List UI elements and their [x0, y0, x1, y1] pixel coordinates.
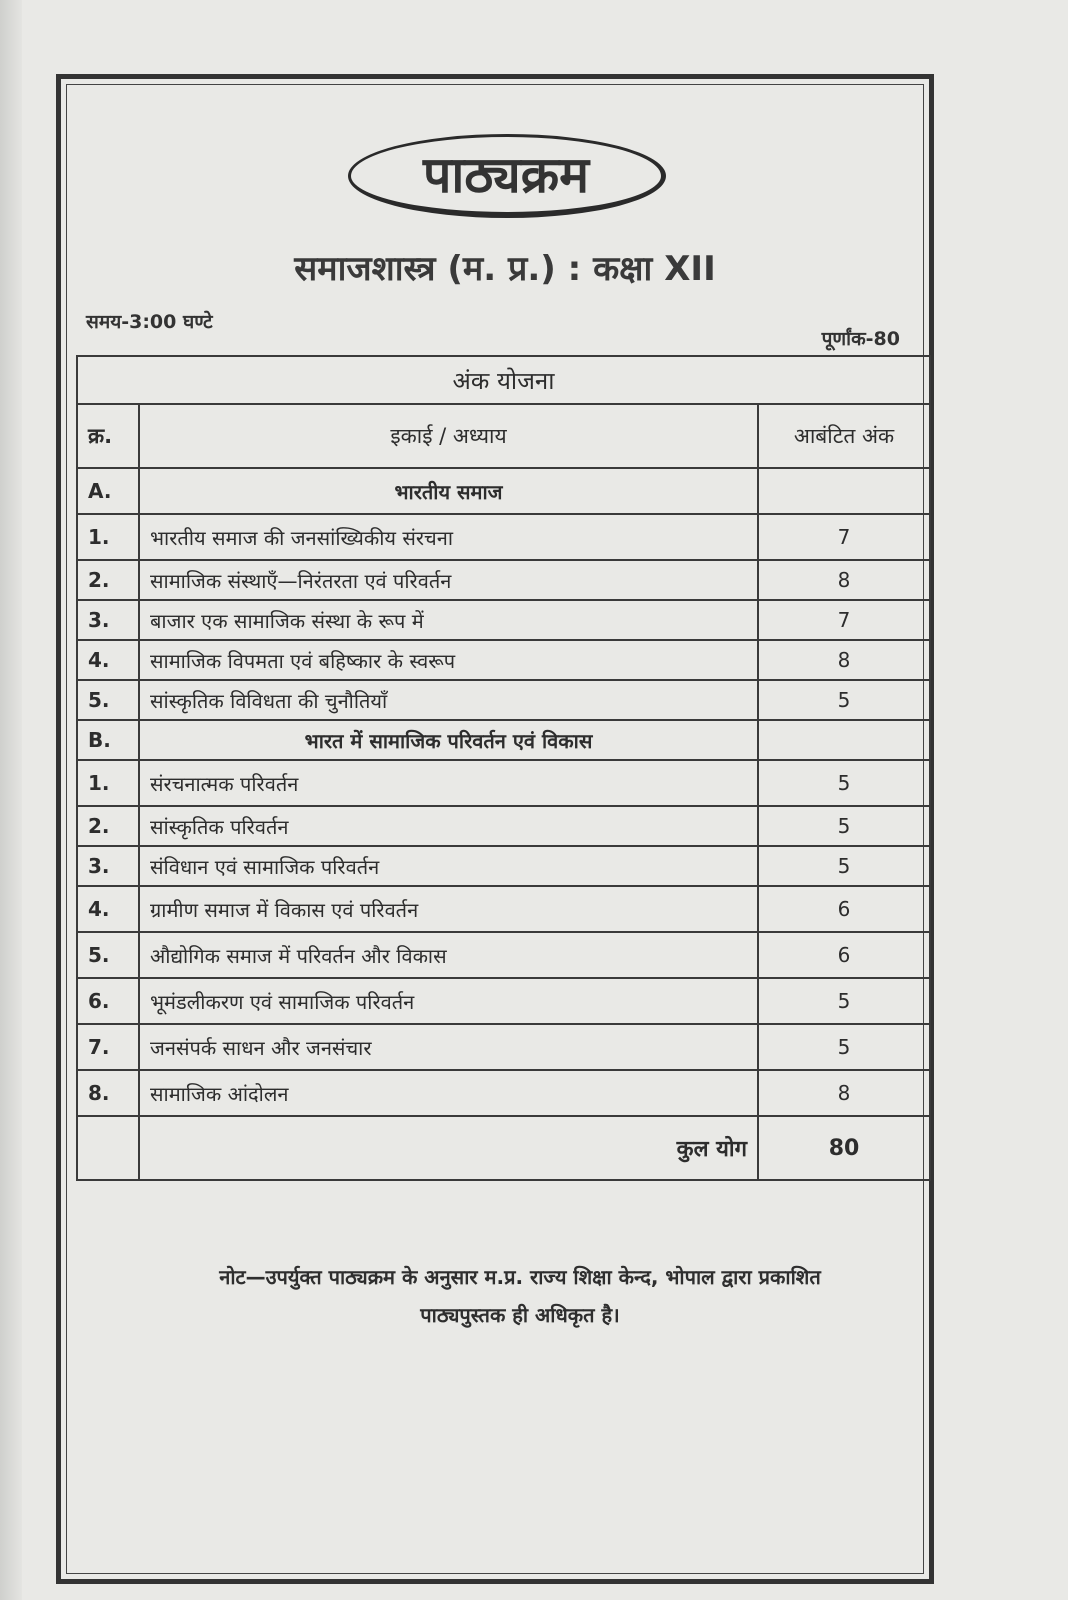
- row-num: 3.: [77, 600, 139, 640]
- row-num: 5.: [77, 680, 139, 720]
- table-row: [77, 560, 930, 600]
- row-marks: 5: [758, 760, 930, 806]
- page-title: पाठ्यक्रम: [422, 145, 590, 204]
- total-num-empty: [77, 1116, 139, 1180]
- footnote-line-1: नोट—उपर्युक्त पाठ्यक्रम के अनुसार म.प्र. राज्य शिक्षा केन्द, भोपाल द्वारा प्रकाशित: [219, 1265, 821, 1289]
- row-marks: 8: [758, 1070, 930, 1116]
- total-label: कुल योग: [139, 1116, 758, 1180]
- table-row: [77, 806, 930, 846]
- row-unit: सांस्कृतिक विविधता की चुनौतियाँ: [139, 680, 758, 720]
- row-num: 8.: [77, 1070, 139, 1116]
- row-unit: सामाजिक आंदोलन: [139, 1070, 758, 1116]
- table-row: [77, 640, 930, 680]
- table-row: [77, 680, 930, 720]
- section-title: भारतीय समाज: [139, 468, 758, 514]
- row-num: 7.: [77, 1024, 139, 1070]
- header-marks: आबंटित अंक: [758, 404, 930, 468]
- row-num: 2.: [77, 806, 139, 846]
- footnote: [150, 1258, 890, 1334]
- row-num: 4.: [77, 886, 139, 932]
- section-code: A.: [77, 468, 139, 514]
- row-num: 1.: [77, 514, 139, 560]
- table-row: [77, 600, 930, 640]
- row-marks: 6: [758, 886, 930, 932]
- row-unit: भारतीय समाज की जनसांख्यिकीय संरचना: [139, 514, 758, 560]
- table-header-row: [77, 404, 930, 468]
- header-unit: इकाई / अध्याय: [139, 404, 758, 468]
- time-label: समय-3:00 घण्टे: [86, 311, 213, 333]
- row-marks: 5: [758, 846, 930, 886]
- row-marks: 7: [758, 514, 930, 560]
- marks-scheme-table: [76, 355, 931, 1181]
- total-row: [77, 1116, 930, 1180]
- row-num: 6.: [77, 978, 139, 1024]
- row-num: 3.: [77, 846, 139, 886]
- table-row: [77, 978, 930, 1024]
- table-row: [77, 514, 930, 560]
- row-unit: संरचनात्मक परिवर्तन: [139, 760, 758, 806]
- title-oval: [348, 134, 666, 218]
- row-unit: सामाजिक संस्थाएँ—निरंतरता एवं परिवर्तन: [139, 560, 758, 600]
- table-caption: अंक योजना: [77, 356, 930, 404]
- row-marks: 5: [758, 806, 930, 846]
- table-row: [77, 932, 930, 978]
- section-row-a: [77, 468, 930, 514]
- row-marks: 8: [758, 640, 930, 680]
- row-num: 1.: [77, 760, 139, 806]
- row-unit: भूमंडलीकरण एवं सामाजिक परिवर्तन: [139, 978, 758, 1024]
- row-unit: ग्रामीण समाज में विकास एवं परिवर्तन: [139, 886, 758, 932]
- row-marks: 5: [758, 978, 930, 1024]
- row-marks: 5: [758, 1024, 930, 1070]
- row-unit: संविधान एवं सामाजिक परिवर्तन: [139, 846, 758, 886]
- row-marks: 7: [758, 600, 930, 640]
- section-marks-empty: [758, 720, 930, 760]
- table-row: [77, 1070, 930, 1116]
- row-marks: 5: [758, 680, 930, 720]
- row-num: 5.: [77, 932, 139, 978]
- row-unit: बाजार एक सामाजिक संस्था के रूप में: [139, 600, 758, 640]
- row-marks: 8: [758, 560, 930, 600]
- section-row-b: [77, 720, 930, 760]
- row-unit: औद्योगिक समाज में परिवर्तन और विकास: [139, 932, 758, 978]
- row-marks: 6: [758, 932, 930, 978]
- row-unit: सामाजिक विपमता एवं बहिष्कार के स्वरूप: [139, 640, 758, 680]
- row-num: 2.: [77, 560, 139, 600]
- max-marks-label: पूर्णांक-80: [821, 328, 900, 350]
- subject-subtitle: समाजशास्त्र (म. प्र.) : कक्षा XII: [294, 249, 716, 289]
- section-title: भारत में सामाजिक परिवर्तन एवं विकास: [139, 720, 758, 760]
- row-unit: सांस्कृतिक परिवर्तन: [139, 806, 758, 846]
- row-unit: जनसंपर्क साधन और जनसंचार: [139, 1024, 758, 1070]
- table-row: [77, 846, 930, 886]
- row-num: 4.: [77, 640, 139, 680]
- header-num: क्र.: [77, 404, 139, 468]
- footnote-line-2: पाठ्यपुस्तक ही अधिकृत है।: [420, 1303, 620, 1327]
- total-value: 80: [758, 1116, 930, 1180]
- section-code: B.: [77, 720, 139, 760]
- table-row: [77, 886, 930, 932]
- section-marks-empty: [758, 468, 930, 514]
- table-row: [77, 1024, 930, 1070]
- table-row: [77, 760, 930, 806]
- page-edge: [0, 0, 22, 1600]
